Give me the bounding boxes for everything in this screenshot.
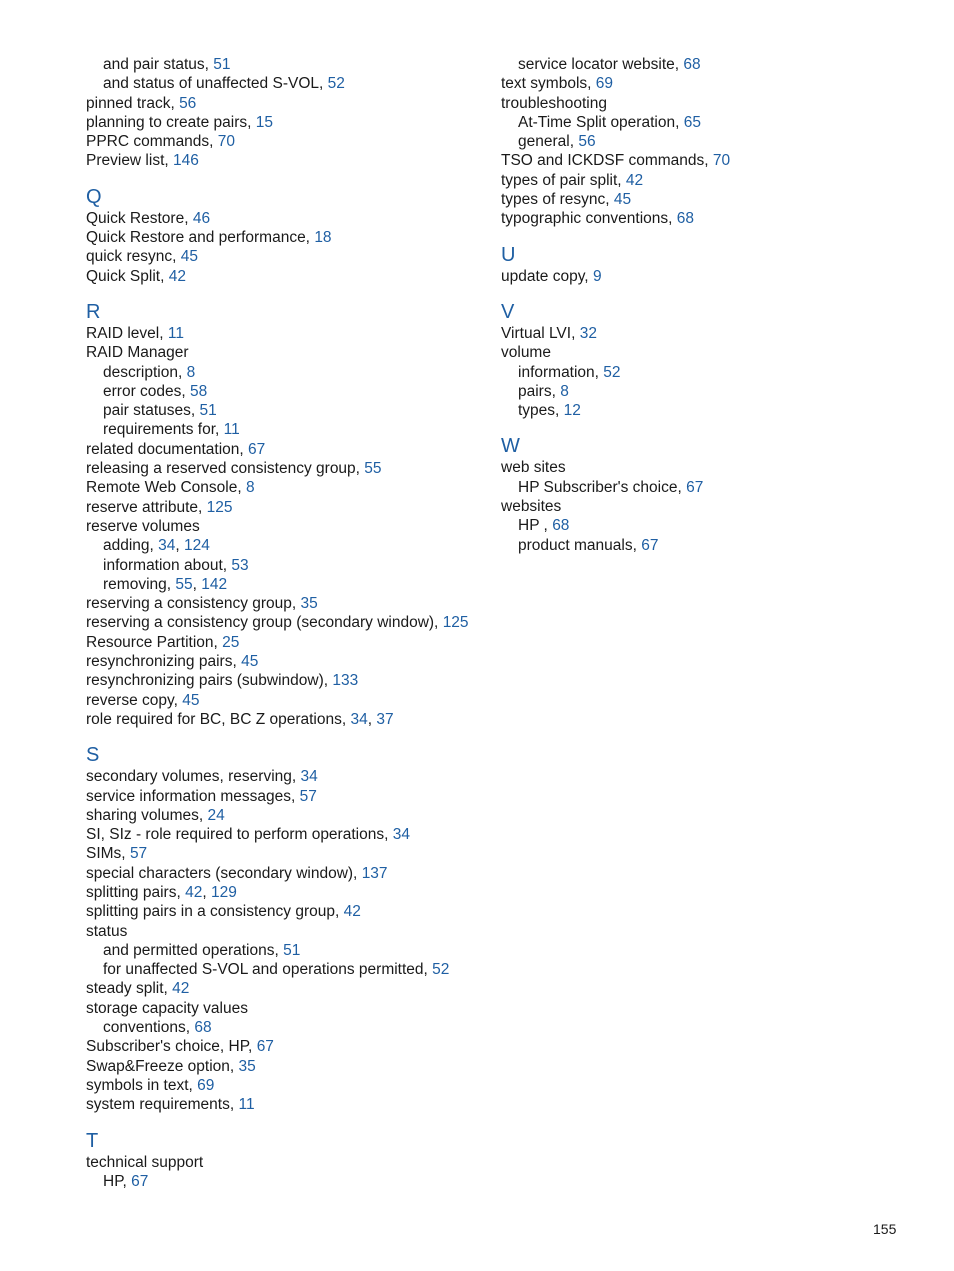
index-term: typographic conventions, <box>501 210 673 228</box>
index-entry <box>86 324 486 343</box>
index-term: Resource Partition, <box>86 633 218 651</box>
index-term: text symbols, <box>501 75 592 93</box>
index-subentry <box>501 516 901 535</box>
page-link[interactable]: 35 <box>238 1057 256 1075</box>
index-entry <box>501 458 901 477</box>
index-term: pinned track, <box>86 94 175 112</box>
page-link[interactable]: 25 <box>222 633 240 651</box>
index-term: types of pair split, <box>501 171 622 189</box>
index-term: information about, <box>103 556 228 574</box>
index-entry <box>86 440 486 459</box>
index-subentry <box>86 401 486 420</box>
index-term: steady split, <box>86 980 168 998</box>
page-link[interactable]: 18 <box>314 229 332 247</box>
page-link[interactable]: 146 <box>173 152 199 170</box>
index-entry <box>86 209 486 228</box>
index-subentry <box>501 132 901 151</box>
index-entry <box>86 459 486 478</box>
page-link[interactable]: 55 <box>364 460 382 478</box>
section-letter: V <box>501 300 515 323</box>
page-link[interactable]: 51 <box>213 56 231 73</box>
page-link[interactable]: 45 <box>180 248 199 266</box>
page-link[interactable]: 8 <box>560 382 569 400</box>
page-link[interactable]: 125 <box>442 614 469 632</box>
index-entry <box>501 151 901 170</box>
index-entry <box>86 844 486 863</box>
page-link[interactable]: 42 <box>172 980 190 998</box>
page-link[interactable]: 11 <box>223 421 240 439</box>
index-term: pair statuses, <box>103 402 196 420</box>
index-subentry <box>86 74 486 93</box>
page-link[interactable]: 70 <box>712 152 731 170</box>
index-term: splitting pairs, <box>86 883 181 901</box>
page-link[interactable]: 137 <box>361 864 388 882</box>
page-link[interactable]: 133 <box>332 672 359 690</box>
index-entry <box>86 151 486 170</box>
index-subentry <box>86 941 486 960</box>
page-link[interactable]: 67 <box>131 1172 149 1190</box>
index-term: secondary volumes, reserving, <box>86 768 297 786</box>
index-subentry <box>86 382 486 401</box>
index-term: SIMs, <box>86 845 126 863</box>
index-subentry <box>86 556 486 575</box>
index-term: HP, <box>103 1172 127 1190</box>
index-term: releasing a reserved consistency group, <box>86 460 360 478</box>
index-term: HP , <box>518 517 548 535</box>
index-term: web sites <box>501 459 566 477</box>
page-link[interactable]: 24 <box>207 806 225 824</box>
index-entry <box>86 806 486 825</box>
index-term: Preview list, <box>86 152 169 170</box>
index-term: reserve attribute, <box>86 498 203 516</box>
index-term: special characters (secondary window), <box>86 864 358 882</box>
index-term: adding, <box>103 537 154 555</box>
section-letter: R <box>86 300 101 323</box>
page-link[interactable]: 42 <box>168 267 186 285</box>
page-link[interactable]: 69 <box>197 1076 215 1094</box>
section-letter: U <box>501 243 516 266</box>
page-link[interactable]: 51 <box>283 941 301 959</box>
index-term: and pair status, <box>103 56 209 73</box>
section-letter: Q <box>86 185 102 208</box>
index-term: resynchronizing pairs, <box>86 653 237 671</box>
page-link[interactable]: 69 <box>595 75 614 93</box>
index-term: RAID Manager <box>86 344 189 362</box>
index-entry <box>86 113 486 132</box>
index-entry <box>86 498 486 517</box>
page-link[interactable]: 68 <box>552 517 570 535</box>
index-subentry <box>86 363 486 382</box>
page-link[interactable]: 42 <box>185 883 203 901</box>
index-entry <box>86 247 486 266</box>
index-term: and permitted operations, <box>103 941 279 959</box>
index-term: websites <box>501 498 562 516</box>
index-term: volume <box>501 344 551 362</box>
index-entry <box>86 517 486 536</box>
index-term: reserve volumes <box>86 517 200 535</box>
index-entry <box>501 497 901 516</box>
index-entry <box>86 922 486 941</box>
index-term: product manuals, <box>518 536 637 554</box>
index-entry <box>86 1037 486 1056</box>
section-letter: S <box>86 744 100 767</box>
page-link[interactable]: 56 <box>578 133 596 151</box>
page-link[interactable]: 8 <box>186 363 196 381</box>
page-link[interactable]: 68 <box>676 210 695 228</box>
index-subentry: adding, 34, 124 <box>103 537 210 555</box>
page-link[interactable]: 45 <box>613 191 632 209</box>
page-link[interactable]: 34 <box>300 768 318 786</box>
index-entry <box>86 94 486 113</box>
index-subentry <box>86 55 486 74</box>
page-link[interactable]: 56 <box>179 94 197 112</box>
index-term: Quick Restore and performance, <box>86 229 310 247</box>
page-link[interactable]: 32 <box>579 324 597 342</box>
index-subentry <box>501 113 901 132</box>
page-link[interactable]: 34 <box>158 537 176 555</box>
index-term: requirements for, <box>103 421 220 439</box>
index-entry <box>86 613 486 632</box>
index-subentry <box>86 1172 486 1191</box>
page-link[interactable]: 12 <box>563 402 581 420</box>
section-letter: T <box>86 1129 99 1152</box>
index-entry <box>501 209 901 228</box>
index-term: sharing volumes, <box>86 806 204 824</box>
index-entry <box>86 652 486 671</box>
index-entry <box>86 671 486 690</box>
index-term: PPRC commands, <box>86 133 214 151</box>
index-subentry <box>501 55 901 74</box>
index-entry <box>86 1095 486 1114</box>
index-entry <box>501 324 901 343</box>
page-link[interactable]: 45 <box>241 653 259 671</box>
page-link[interactable]: 51 <box>199 402 217 420</box>
index-entry <box>86 979 486 998</box>
page-link[interactable]: 11 <box>238 1096 255 1114</box>
index-term: HP Subscriber's choice, <box>518 478 682 496</box>
page-link[interactable]: 34 <box>350 710 368 728</box>
index-entry <box>86 343 486 362</box>
index-term: role required for BC, BC Z operations, <box>86 710 347 728</box>
index-term: resynchronizing pairs (subwindow), <box>86 672 329 690</box>
page-link[interactable]: 52 <box>432 961 450 979</box>
page-link[interactable]: 67 <box>248 440 266 458</box>
index-term: planning to create pairs, <box>86 113 252 131</box>
index-term: service information messages, <box>86 787 296 805</box>
index-term: removing, <box>103 575 172 593</box>
index-term: RAID level, <box>86 324 164 342</box>
page-link[interactable]: 53 <box>231 556 249 574</box>
index-term: reserving a consistency group (secondary window), <box>86 614 439 632</box>
index-column-left <box>86 55 486 1191</box>
index-entry <box>501 94 901 113</box>
index-entry <box>86 825 486 844</box>
page-link[interactable]: 42 <box>625 171 644 189</box>
page-link[interactable]: 57 <box>129 845 148 863</box>
index-term: pairs, <box>518 382 556 400</box>
index-term: types, <box>518 402 560 420</box>
index-term: information, <box>518 363 599 381</box>
index-entry <box>86 691 486 710</box>
page-link[interactable]: 34 <box>392 826 410 844</box>
index-term: service locator website, <box>518 56 680 73</box>
index-term: quick resync, <box>86 248 177 266</box>
index-term: reserving a consistency group, <box>86 595 297 613</box>
page-link[interactable]: 58 <box>190 382 208 400</box>
index-term: system requirements, <box>86 1096 235 1114</box>
index-term: Virtual LVI, <box>501 324 576 342</box>
index-subentry <box>86 1018 486 1037</box>
index-subentry <box>501 536 901 555</box>
index-entry: role required for BC, BC Z operations, 34, 37 <box>86 710 394 728</box>
index-entry <box>86 864 486 883</box>
index-term: update copy, <box>501 267 589 285</box>
page-link[interactable]: 8 <box>245 479 255 497</box>
index-entry <box>86 1076 486 1095</box>
page-link[interactable]: 68 <box>194 1019 212 1037</box>
index-term: Swap&Freeze option, <box>86 1057 235 1075</box>
page-link[interactable]: 52 <box>327 75 345 93</box>
index-term: conventions, <box>103 1019 191 1037</box>
page-link[interactable]: 70 <box>217 133 236 151</box>
index-term: reverse copy, <box>86 691 178 709</box>
page-link[interactable]: 65 <box>683 113 701 131</box>
index-entry <box>501 267 901 286</box>
index-entry <box>501 190 901 209</box>
index-entry <box>86 132 486 151</box>
index-column-right <box>501 55 901 555</box>
index-entry <box>86 633 486 652</box>
page-link[interactable]: 142 <box>201 575 228 593</box>
section-letter: W <box>501 435 520 458</box>
index-subentry <box>86 420 486 439</box>
index-subentry: removing, 55, 142 <box>103 575 228 593</box>
index-subentry <box>501 382 901 401</box>
index-term: storage capacity values <box>86 999 248 1017</box>
index-entry <box>501 74 901 93</box>
page-link[interactable]: 42 <box>343 903 361 921</box>
index-term: At-Time Split operation, <box>518 113 680 131</box>
page-link[interactable]: 45 <box>182 691 200 709</box>
index-entry <box>86 267 486 286</box>
page-link[interactable]: 15 <box>255 113 273 131</box>
index-entry <box>86 767 486 786</box>
page-link[interactable]: 55 <box>175 575 193 593</box>
page-link[interactable]: 37 <box>376 710 394 728</box>
index-term: status <box>86 922 128 940</box>
index-term: Remote Web Console, <box>86 479 242 497</box>
page-link[interactable]: 11 <box>167 324 184 342</box>
index-term: technical support <box>86 1153 204 1171</box>
index-entry <box>501 343 901 362</box>
index-entry <box>86 1057 486 1076</box>
index-term: Quick Split, <box>86 267 165 285</box>
index-term: TSO and ICKDSF commands, <box>501 152 709 170</box>
index-subentry <box>86 960 486 979</box>
page-link[interactable]: 124 <box>184 537 210 555</box>
page-link[interactable]: 129 <box>210 883 237 901</box>
page-link[interactable]: 57 <box>299 787 317 805</box>
page-number: 155 <box>873 1221 897 1237</box>
page-link[interactable]: 67 <box>686 478 704 496</box>
index-term: symbols in text, <box>86 1076 193 1094</box>
index-term: Subscriber's choice, HP, <box>86 1038 253 1056</box>
index-term: SI, SIz - role required to perform operations, <box>86 826 389 844</box>
page-link[interactable]: 52 <box>603 363 621 381</box>
index-subentry <box>501 363 901 382</box>
page-link[interactable]: 35 <box>300 595 318 613</box>
index-entry <box>86 594 486 613</box>
index-subentry <box>501 401 901 420</box>
page-link[interactable]: 67 <box>256 1038 274 1056</box>
page-link[interactable]: 9 <box>592 267 602 285</box>
page-link[interactable]: 68 <box>683 56 701 73</box>
index-entry <box>86 1153 486 1172</box>
index-term: description, <box>103 363 183 381</box>
page-link[interactable]: 67 <box>641 536 659 554</box>
index-subentry <box>501 478 901 497</box>
index-entry <box>86 999 486 1018</box>
page-link[interactable]: 46 <box>192 209 211 227</box>
index-term: for unaffected S-VOL and operations permitted, <box>103 961 428 979</box>
index-term: related documentation, <box>86 440 244 458</box>
index-entry <box>501 171 901 190</box>
index-entry <box>86 902 486 921</box>
index-term: error codes, <box>103 382 186 400</box>
index-term: troubleshooting <box>501 94 607 112</box>
page-link[interactable]: 125 <box>206 498 233 516</box>
index-entry: splitting pairs, 42, 129 <box>86 883 237 901</box>
index-entry <box>86 787 486 806</box>
index-entry <box>86 228 486 247</box>
index-term: types of resync, <box>501 191 610 209</box>
index-entry <box>86 478 486 497</box>
index-term: splitting pairs in a consistency group, <box>86 903 340 921</box>
index-term: and status of unaffected S-VOL, <box>103 75 324 93</box>
index-term: general, <box>518 133 575 151</box>
index-term: Quick Restore, <box>86 209 189 227</box>
